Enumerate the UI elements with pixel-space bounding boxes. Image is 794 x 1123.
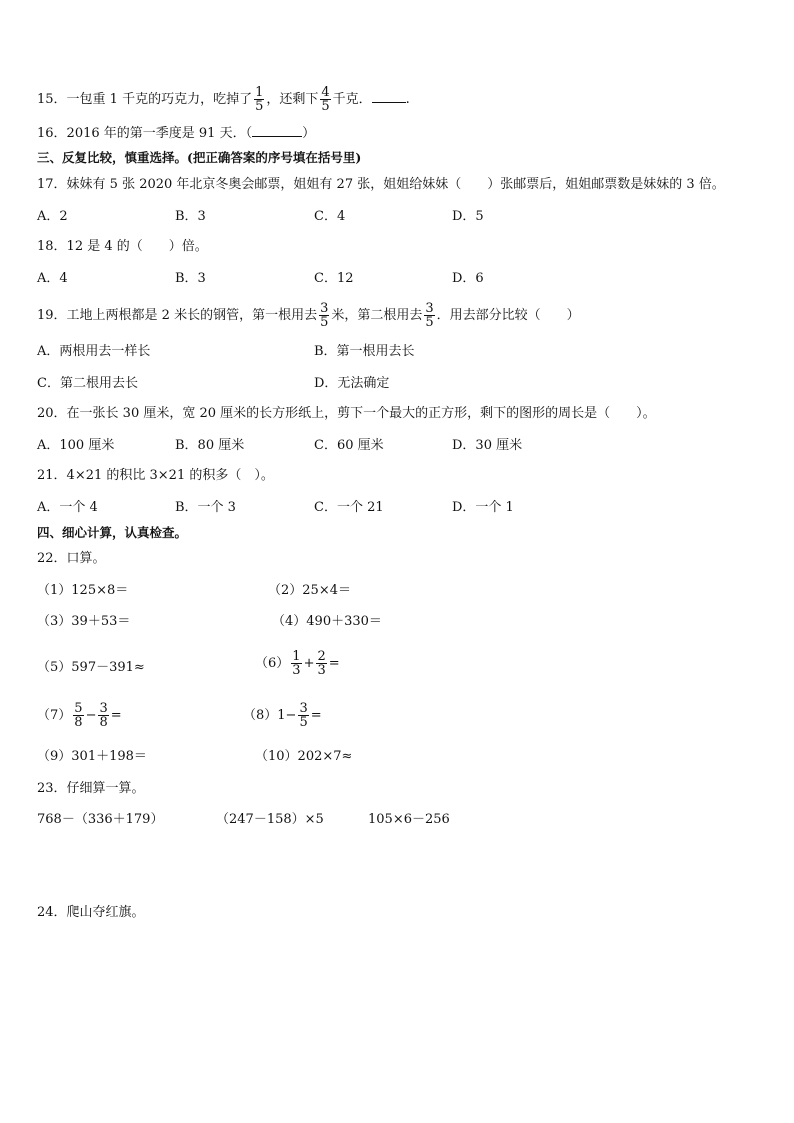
option-c[interactable]: C．60 厘米 (314, 438, 384, 453)
question-17: 17．妹妹有 5 张 2020 年北京冬奥会邮票，姐姐有 27 张，姐姐给妹妹（ ）张邮票后，姐姐邮票数是妹妹的 3 倍。 (37, 177, 725, 192)
calc-item-1: （1）125×8＝ (37, 583, 129, 598)
question-19: 19．工地上两根都是 2 米长的钢管，第一根用去 $\frac{3}{5}$ 米，第二根用去 $\frac{3}{5}$ ．用去部分比较（ ） (37, 301, 580, 330)
fraction: $\frac{1}{3}$ (292, 649, 301, 678)
fraction: $\frac{1}{5}$ (255, 85, 264, 114)
calc-item-3: （3）39＋53＝ (37, 614, 131, 629)
fraction: $\frac{3}{5}$ (299, 701, 308, 730)
question-24-title: 24．爬山夺红旗。 (37, 905, 145, 920)
calc-item-2: （2）25×4＝ (268, 583, 351, 598)
calc-item-8: （8）1− $\frac{3}{5}$ = (243, 701, 322, 730)
answer-blank[interactable] (252, 136, 302, 137)
question-21: 21．4×21 的积比 3×21 的积多（ ）。 (37, 468, 274, 483)
option-a[interactable]: A．100 厘米 (37, 438, 115, 453)
calc-item-4: （4）490＋330＝ (272, 614, 382, 629)
option-a[interactable]: A．一个 4 (37, 500, 98, 515)
option-c[interactable]: C．12 (314, 271, 354, 286)
option-b[interactable]: B．80 厘米 (175, 438, 245, 453)
question-20: 20．在一张长 30 厘米，宽 20 厘米的长方形纸上，剪下一个最大的正方形，剩下的图形的周长是（ ）。 (37, 406, 656, 421)
option-b[interactable]: B．3 (175, 209, 206, 224)
option-b[interactable]: B．3 (175, 271, 206, 286)
calc-item-9: （9）301＋198＝ (37, 749, 147, 764)
option-a[interactable]: A．两根用去一样长 (37, 344, 151, 359)
expression-2: （247－158）×5 (216, 812, 324, 827)
option-d[interactable]: D．一个 1 (452, 500, 514, 515)
option-c[interactable]: C．第二根用去长 (37, 376, 138, 391)
expression-1: 768－（336＋179） (37, 812, 164, 827)
calc-item-7: （7） $\frac{5}{8}$ − $\frac{3}{8}$ = (37, 701, 122, 730)
question-16: 16．2016 年的第一季度是 91 天．（ ） (37, 126, 316, 141)
question-23-title: 23．仔细算一算。 (37, 781, 145, 796)
option-a[interactable]: A．4 (37, 271, 68, 286)
fraction: $\frac{3}{8}$ (99, 701, 108, 730)
option-c[interactable]: C．4 (314, 209, 346, 224)
fraction: $\frac{5}{8}$ (74, 701, 83, 730)
section-4-heading: 四、细心计算，认真检查。 (37, 525, 188, 540)
calc-item-10: （10）202×7≈ (255, 749, 353, 764)
option-d[interactable]: D．6 (452, 271, 484, 286)
question-15: 15．一包重 1 千克的巧克力，吃掉了 $\frac{1}{5}$ ，还剩下 $\frac{4}{5}$ 千克． . (37, 85, 410, 114)
option-c[interactable]: C．一个 21 (314, 500, 384, 515)
question-18: 18．12 是 4 的（ ）倍。 (37, 239, 208, 254)
option-d[interactable]: D．无法确定 (314, 376, 390, 391)
fraction: $\frac{3}{5}$ (320, 301, 329, 330)
option-a[interactable]: A．2 (37, 209, 68, 224)
answer-blank[interactable] (372, 102, 406, 103)
fraction: $\frac{4}{5}$ (321, 85, 330, 114)
expression-3: 105×6－256 (368, 812, 450, 827)
calc-item-6: （6） $\frac{1}{3}$ + $\frac{2}{3}$ = (255, 649, 340, 678)
question-22-title: 22．口算。 (37, 551, 106, 566)
option-b[interactable]: B．一个 3 (175, 500, 236, 515)
option-d[interactable]: D．30 厘米 (452, 438, 523, 453)
option-d[interactable]: D．5 (452, 209, 484, 224)
section-3-heading: 三、反复比较，慎重选择。(把正确答案的序号填在括号里) (37, 150, 362, 165)
option-b[interactable]: B．第一根用去长 (314, 344, 415, 359)
calc-item-5: （5）597－391≈ (37, 660, 145, 675)
fraction: $\frac{2}{3}$ (317, 649, 326, 678)
fraction: $\frac{3}{5}$ (425, 301, 434, 330)
